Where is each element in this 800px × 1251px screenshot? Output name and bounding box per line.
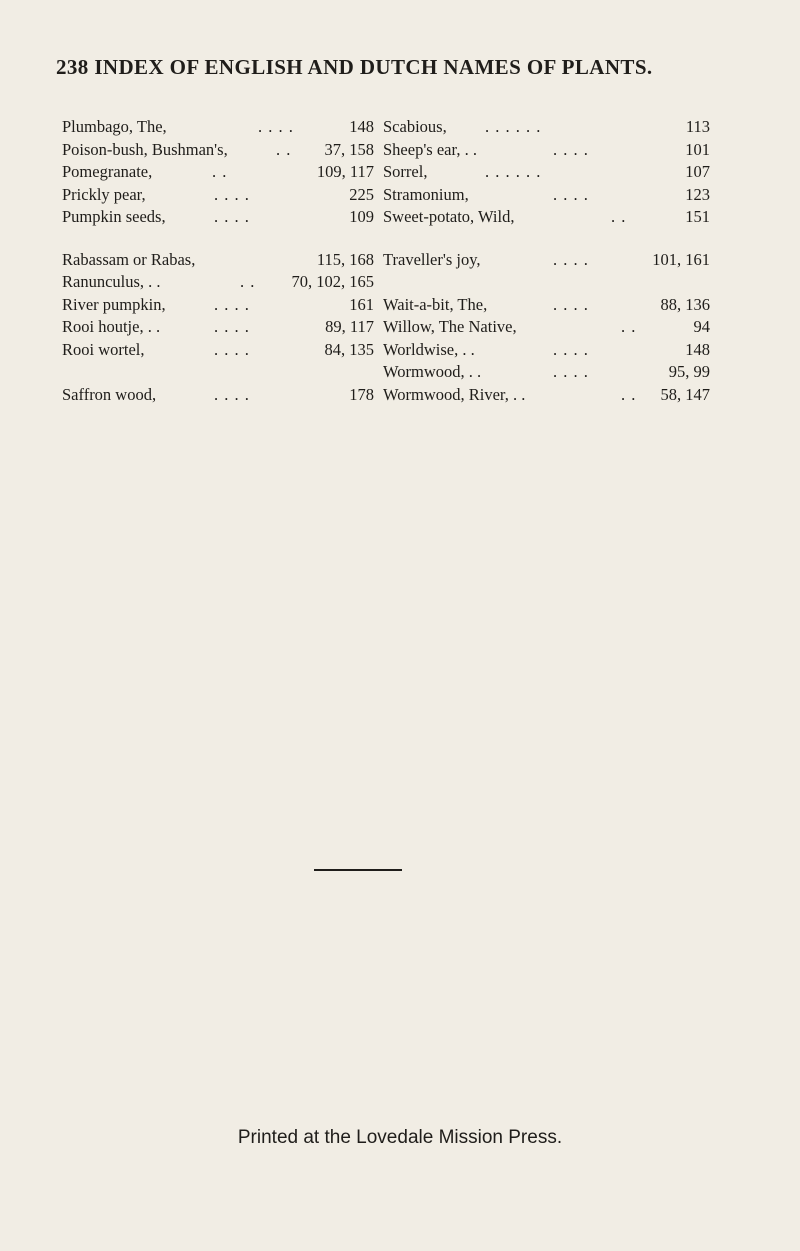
index-entry [383, 139, 710, 162]
index-entry [62, 294, 374, 317]
entry-name: Poison-bush, Bushman's, [62, 139, 228, 159]
entry-pages: 107 [685, 162, 710, 181]
leader-dots: . . . . . . [485, 162, 542, 181]
entry-name: Sheep's ear, . . [383, 139, 477, 159]
printer-imprint: Printed at the Lovedale Mission Press. [237, 1127, 563, 1148]
entry-pages: 89, 117 [325, 317, 374, 336]
leader-dots: . . . . [214, 317, 250, 336]
entry-pages: 109, 117 [316, 162, 374, 181]
index-entry [62, 161, 374, 184]
entry-name: River pumpkin, [62, 294, 166, 314]
index-group-s [383, 116, 710, 229]
index-column-right [383, 116, 710, 406]
leader-dots: . . [611, 207, 627, 226]
leader-dots: . . . . [553, 249, 589, 269]
index-entry [383, 316, 710, 339]
entry-pages: 148 [349, 117, 374, 136]
entry-name: Rooi houtje, . . [62, 317, 161, 336]
index-entry [383, 161, 710, 184]
index-entry [62, 116, 374, 139]
leader-dots: . . [240, 272, 256, 291]
index-entry-blank [62, 361, 374, 384]
entry-pages: 95, 99 [668, 362, 710, 381]
entry-name: Sweet-potato, Wild, [383, 207, 515, 226]
entry-name: Ranunculus, . . [62, 272, 161, 291]
entry-name: Saffron wood, [62, 384, 157, 404]
section-divider-rule [314, 869, 402, 871]
leader-dots: . . . . [214, 384, 250, 404]
leader-dots: . . . . . . [485, 117, 542, 136]
index-group-p [62, 116, 374, 229]
index-entry [62, 316, 374, 339]
index-group-r-s [62, 249, 374, 407]
entry-name: Wormwood, . . [383, 362, 482, 381]
entry-name: Rabassam or Rabas, [62, 249, 196, 269]
entry-name: Worldwise, . . [383, 339, 475, 359]
entry-pages: 115, 168 [316, 249, 374, 269]
leader-dots: . . [621, 384, 637, 404]
entry-name: Wait-a-bit, The, [383, 294, 488, 314]
leader-dots: . . . . [553, 362, 589, 381]
entry-name: Sorrel, [383, 162, 428, 181]
page-header: 238 INDEX OF ENGLISH AND DUTCH NAMES OF PLANTS. [56, 55, 653, 79]
entry-name: Scabious, [383, 117, 447, 136]
leader-dots: . . . . [553, 184, 589, 204]
entry-pages: 70, 102, 165 [291, 272, 374, 291]
entry-pages: 109 [349, 207, 374, 226]
leader-dots: . . . . [553, 139, 589, 159]
index-entry [62, 139, 374, 162]
entry-pages: 37, 158 [324, 139, 374, 159]
leader-dots: . . [621, 317, 637, 336]
entry-name: Stramonium, [383, 184, 469, 204]
index-entry-blank [383, 271, 710, 294]
leader-dots: . . . . [214, 207, 250, 226]
entry-pages: 123 [685, 184, 710, 204]
entry-pages: 113 [685, 117, 710, 136]
entry-pages: 58, 147 [660, 384, 710, 404]
index-entry [383, 361, 710, 384]
index-group-t-w [383, 249, 710, 407]
entry-pages: 225 [349, 184, 374, 204]
entry-name: Willow, The Native, [383, 317, 517, 336]
index-entry [62, 339, 374, 362]
entry-name: Pumpkin seeds, [62, 207, 166, 226]
entry-name: Traveller's joy, [383, 249, 481, 269]
index-entry [62, 184, 374, 207]
leader-dots: . . . . [553, 339, 589, 359]
entry-pages: 101, 161 [652, 249, 710, 269]
leader-dots: . . [212, 162, 228, 181]
leader-dots: . . [276, 139, 292, 159]
entry-name: Pomegranate, [62, 162, 153, 181]
leader-dots: . . . . [214, 294, 250, 314]
leader-dots: . . . . [214, 339, 250, 359]
index-entry [62, 206, 374, 229]
entry-name: Prickly pear, [62, 184, 146, 204]
index-entry [383, 339, 710, 362]
leader-dots: . . . . [553, 294, 589, 314]
index-entry [62, 271, 374, 294]
entry-name: Rooi wortel, [62, 339, 145, 359]
entry-name: Wormwood, River, . . [383, 384, 526, 404]
entry-pages: 161 [349, 294, 374, 314]
index-entry [383, 384, 710, 407]
entry-pages: 101 [685, 139, 710, 159]
entry-pages: 94 [693, 317, 710, 336]
index-entry [62, 249, 374, 272]
index-entry [383, 116, 710, 139]
index-entry [383, 294, 710, 317]
leader-dots: . . . . [214, 184, 250, 204]
index-entry [383, 184, 710, 207]
entry-pages: 88, 136 [660, 294, 710, 314]
entry-name: Plumbago, The, [62, 117, 167, 136]
entry-pages: 178 [349, 384, 374, 404]
index-entry [383, 206, 710, 229]
entry-pages: 84, 135 [324, 339, 374, 359]
index-entry [62, 384, 374, 407]
entry-pages: 151 [685, 207, 710, 226]
index-entry [383, 249, 710, 272]
leader-dots: . . . . [258, 117, 294, 136]
index-column-left [62, 116, 374, 406]
entry-pages: 148 [685, 339, 710, 359]
